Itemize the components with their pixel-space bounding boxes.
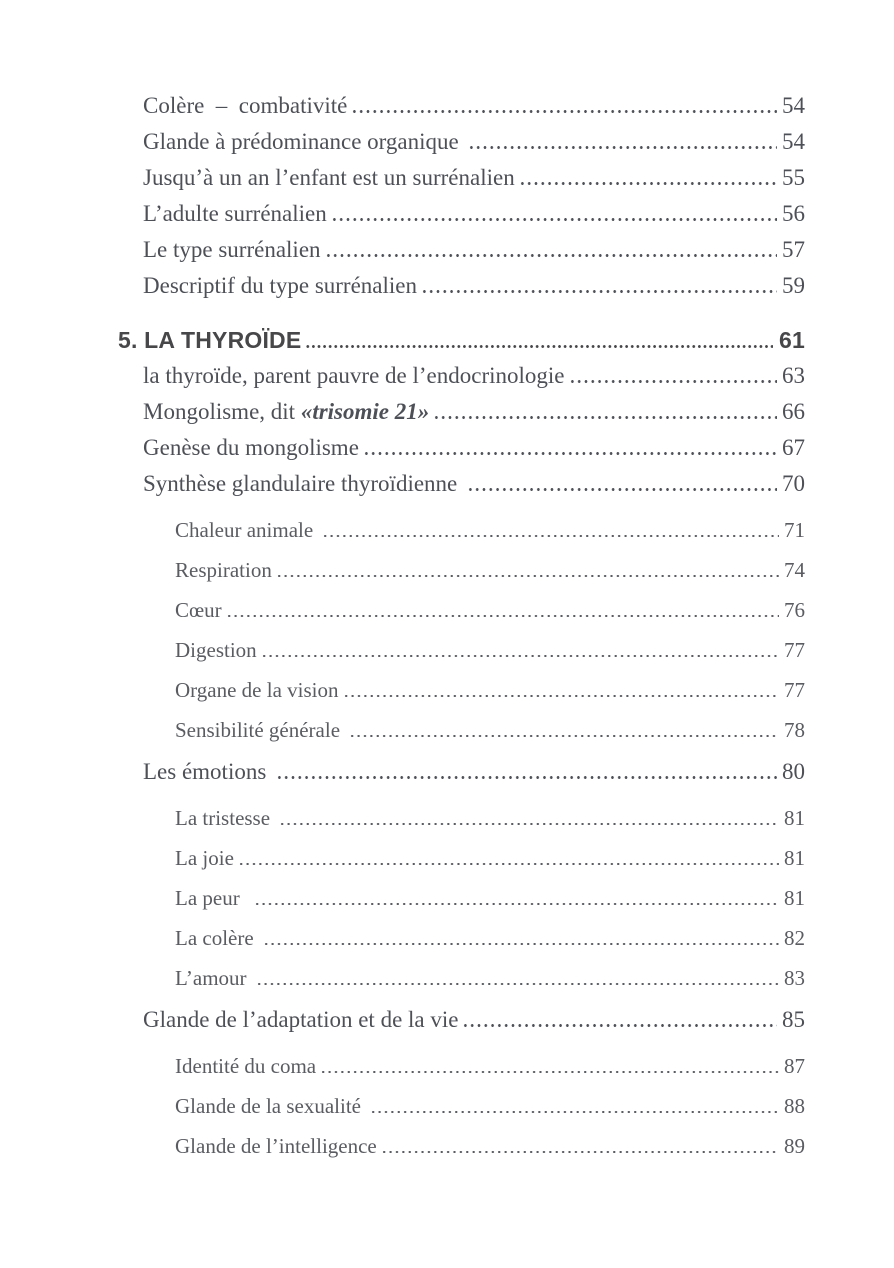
toc-entry-page: 54 bbox=[782, 129, 805, 154]
toc-entry-label: La colère bbox=[175, 926, 259, 950]
toc-entry bbox=[175, 878, 805, 918]
dot-leader bbox=[421, 290, 777, 293]
toc-entry-label: 5. LA THYROÏDE bbox=[118, 327, 302, 353]
toc-entry-page: 71 bbox=[784, 518, 805, 542]
toc-entry-label: Jusqu’à un an l’enfant est un surrénalien bbox=[143, 165, 515, 190]
toc-entry bbox=[143, 430, 805, 466]
toc-entry-label: Identité du coma bbox=[175, 1054, 317, 1078]
dot-leader bbox=[349, 735, 779, 737]
toc-entry-page: 82 bbox=[784, 926, 805, 950]
toc-entry-page: 77 bbox=[784, 638, 805, 662]
toc-entry-page: 76 bbox=[784, 598, 805, 622]
dot-leader bbox=[263, 943, 779, 945]
toc-entry bbox=[143, 394, 805, 430]
dot-leader bbox=[320, 1071, 779, 1073]
toc-entry bbox=[175, 838, 805, 878]
dot-leader bbox=[322, 535, 779, 537]
toc-entry-label: Glande de l’intelligence bbox=[175, 1134, 377, 1158]
dot-leader bbox=[462, 1024, 777, 1027]
toc-entry-label: Chaleur animale bbox=[175, 518, 319, 542]
toc-entry-label: Respiration bbox=[175, 558, 272, 582]
toc-entry bbox=[175, 630, 805, 670]
dot-leader bbox=[363, 452, 777, 455]
toc-entry bbox=[143, 160, 805, 196]
toc-entry-page: 88 bbox=[784, 1094, 805, 1118]
toc-entry bbox=[143, 124, 805, 160]
toc-entry-page: 83 bbox=[784, 966, 805, 990]
toc-entry-page: 66 bbox=[782, 399, 805, 424]
toc-entry-label: Sensibilité générale bbox=[175, 718, 346, 742]
toc-entry bbox=[143, 466, 805, 502]
toc-entry-label-italic: «trisomie 21» bbox=[300, 399, 430, 424]
toc-entry bbox=[175, 670, 805, 710]
toc-entry-page: 55 bbox=[782, 165, 805, 190]
toc-entry-label: La peur bbox=[175, 886, 251, 910]
toc-entry-page: 74 bbox=[784, 558, 805, 582]
toc-entry bbox=[175, 1126, 805, 1166]
toc-entry bbox=[143, 232, 805, 268]
toc-entry-label: Le type surrénalien bbox=[143, 237, 321, 262]
toc-entry-label: La tristesse bbox=[175, 806, 276, 830]
toc-entry bbox=[143, 196, 805, 232]
toc-entry bbox=[143, 754, 805, 790]
toc-entry-page: 63 bbox=[782, 363, 805, 388]
dot-leader bbox=[467, 488, 777, 491]
toc-entry-page: 57 bbox=[782, 237, 805, 262]
dot-leader bbox=[370, 1111, 779, 1113]
dot-leader bbox=[305, 345, 773, 348]
toc-entry bbox=[143, 268, 805, 304]
dot-leader bbox=[468, 146, 777, 149]
dot-leader bbox=[226, 615, 779, 617]
toc-entry bbox=[175, 1046, 805, 1086]
dot-leader bbox=[238, 863, 779, 865]
dot-leader bbox=[433, 416, 777, 419]
toc-entry-label: Digestion bbox=[175, 638, 257, 662]
toc-entry-page: 81 bbox=[784, 846, 805, 870]
dot-leader bbox=[276, 575, 779, 577]
toc-list bbox=[118, 88, 805, 1166]
toc-entry-label: Descriptif du type surrénalien bbox=[143, 273, 417, 298]
toc-entry-page: 70 bbox=[782, 471, 805, 496]
toc-entry-page: 81 bbox=[784, 806, 805, 830]
toc-entry bbox=[175, 550, 805, 590]
toc-entry-page: 56 bbox=[782, 201, 805, 226]
toc-entry bbox=[175, 510, 805, 550]
dot-leader bbox=[381, 1151, 779, 1153]
toc-entry-label: Colère – combativité bbox=[143, 93, 348, 118]
toc-entry-page: 54 bbox=[782, 93, 805, 118]
dot-leader bbox=[331, 218, 777, 221]
toc-entry-label: Organe de la vision bbox=[175, 678, 339, 702]
toc-entry-page: 77 bbox=[784, 678, 805, 702]
toc-entry-label: Les émotions bbox=[143, 759, 273, 784]
dot-leader bbox=[261, 655, 779, 657]
dot-leader bbox=[276, 776, 777, 779]
dot-leader bbox=[569, 380, 777, 383]
toc-entry-label: Glande de la sexualité bbox=[175, 1094, 367, 1118]
toc-entry bbox=[175, 798, 805, 838]
toc-entry bbox=[143, 88, 805, 124]
toc-entry bbox=[175, 1086, 805, 1126]
toc-entry-label: La joie bbox=[175, 846, 234, 870]
toc-entry bbox=[143, 358, 805, 394]
toc-entry-label: L’adulte surrénalien bbox=[143, 201, 327, 226]
dot-leader bbox=[343, 695, 780, 697]
toc-entry bbox=[175, 710, 805, 750]
toc-entry-page: 87 bbox=[784, 1054, 805, 1078]
toc-entry-label: Glande de l’adaptation et de la vie bbox=[143, 1007, 459, 1032]
toc-entry bbox=[175, 590, 805, 630]
toc-entry-label: Cœur bbox=[175, 598, 222, 622]
dot-leader bbox=[254, 903, 779, 905]
toc-entry-page: 78 bbox=[784, 718, 805, 742]
dot-leader bbox=[279, 823, 779, 825]
toc-entry bbox=[175, 918, 805, 958]
toc-entry bbox=[143, 1002, 805, 1038]
toc-entry-label: Glande à prédominance organique bbox=[143, 129, 465, 154]
toc-entry-page: 81 bbox=[784, 886, 805, 910]
dot-leader bbox=[519, 182, 777, 185]
toc-entry-page: 89 bbox=[784, 1134, 805, 1158]
toc-entry-page: 67 bbox=[782, 435, 805, 460]
toc-entry-label: Genèse du mongolisme bbox=[143, 435, 359, 460]
toc-entry bbox=[175, 958, 805, 998]
toc-entry-page: 80 bbox=[782, 759, 805, 784]
dot-leader bbox=[351, 110, 777, 113]
toc-entry-label: Mongolisme, dit bbox=[143, 399, 301, 424]
toc-entry-page: 85 bbox=[782, 1007, 805, 1032]
toc-entry bbox=[118, 322, 805, 358]
toc-entry-label: la thyroïde, parent pauvre de l’endocrinologie bbox=[143, 363, 565, 388]
dot-leader bbox=[256, 983, 779, 985]
toc-entry-page: 61 bbox=[779, 327, 805, 353]
toc-entry-label: Synthèse glandulaire thyroïdienne bbox=[143, 471, 464, 496]
dot-leader bbox=[325, 254, 777, 257]
toc-entry-page: 59 bbox=[782, 273, 805, 298]
toc-entry-label: L’amour bbox=[175, 966, 252, 990]
